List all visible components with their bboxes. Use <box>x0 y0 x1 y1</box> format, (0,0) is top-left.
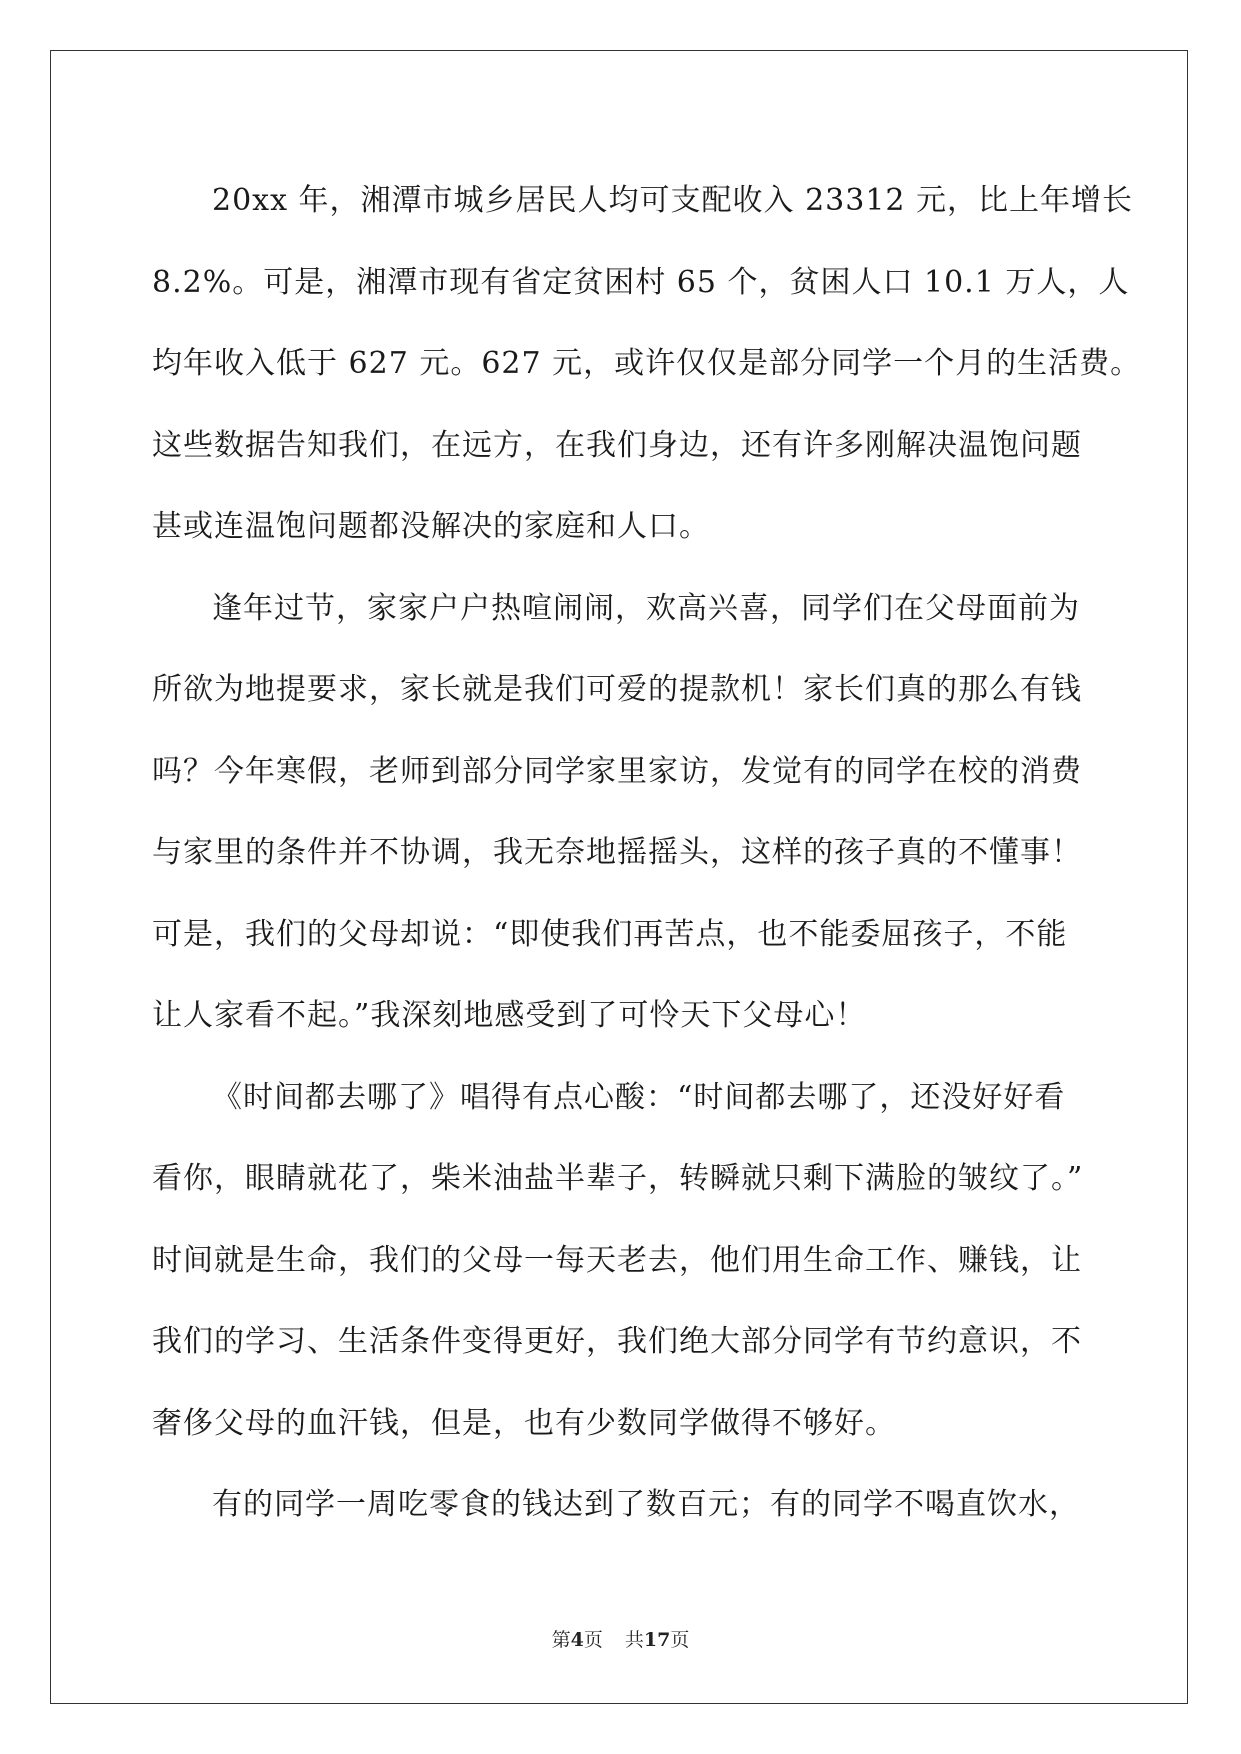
paragraph-2 <box>152 568 1092 1057</box>
text-line: 所欲为地提要求，家长就是我们可爱的提款机！家长们真的那么有钱 <box>152 672 1082 707</box>
current-page-number: 4 <box>570 1629 584 1651</box>
text-line: 有的同学一周吃零食的钱达到了数百元；有的同学不喝直饮水， <box>212 1487 1080 1522</box>
text-line: 甚或连温饱问题都没解决的家庭和人口。 <box>152 509 710 544</box>
text-line: 8.2%。可是，湘潭市现有省定贫困村 65 个，贫困人口 10.1 万人，人 <box>152 264 1130 300</box>
document-body <box>152 160 1142 1546</box>
text-line: 可是，我们的父母却说：“即使我们再苦点，也不能委屈孩子，不能 <box>152 916 1068 952</box>
footer-prefix: 第 <box>551 1629 571 1651</box>
text-line: 《时间都去哪了》唱得有点心酸：“时间都去哪了，还没好好看 <box>212 1079 1066 1115</box>
paragraph-3 <box>152 1057 1092 1465</box>
text-line: 20xx 年，湘潭市城乡居民人均可支配收入 23312 元，比上年增长 <box>212 183 1134 218</box>
footer-page-word: 页 <box>583 1629 603 1651</box>
paragraph-1 <box>152 160 1142 568</box>
total-page-number: 17 <box>643 1629 671 1651</box>
text-line: 吗？今年寒假，老师到部分同学家里家访，发觉有的同学在校的消费 <box>152 753 1082 789</box>
text-line: 我们的学习、生活条件变得更好，我们绝大部分同学有节约意识，不 <box>152 1324 1082 1359</box>
text-line: 奢侈父母的血汗钱，但是，也有少数同学做得不够好。 <box>152 1405 896 1441</box>
text-line: 让人家看不起。”我深刻地感受到了可怜天下父母心！ <box>152 998 867 1033</box>
text-line: 与家里的条件并不协调，我无奈地摇摇头，这样的孩子真的不懂事！ <box>152 835 1082 870</box>
footer-total-suffix: 页 <box>670 1629 690 1651</box>
footer-total-prefix: 共 <box>624 1629 644 1651</box>
text-line: 均年收入低于 627 元。627 元，或许仅仅是部分同学一个月的生活费。 <box>152 346 1142 381</box>
text-line: 看你，眼睛就花了，柴米油盐半辈子，转瞬就只剩下满脸的皱纹了。” <box>152 1161 1084 1196</box>
text-line: 逢年过节，家家户户热喧闹闹，欢高兴喜，同学们在父母面前为 <box>212 590 1080 626</box>
text-line: 这些数据告知我们，在远方，在我们身边，还有许多刚解决温饱问题 <box>152 427 1082 463</box>
page-footer <box>0 1625 1241 1652</box>
paragraph-4 <box>152 1464 1092 1546</box>
text-line: 时间就是生命，我们的父母一每天老去，他们用生命工作、赚钱，让 <box>152 1242 1082 1278</box>
